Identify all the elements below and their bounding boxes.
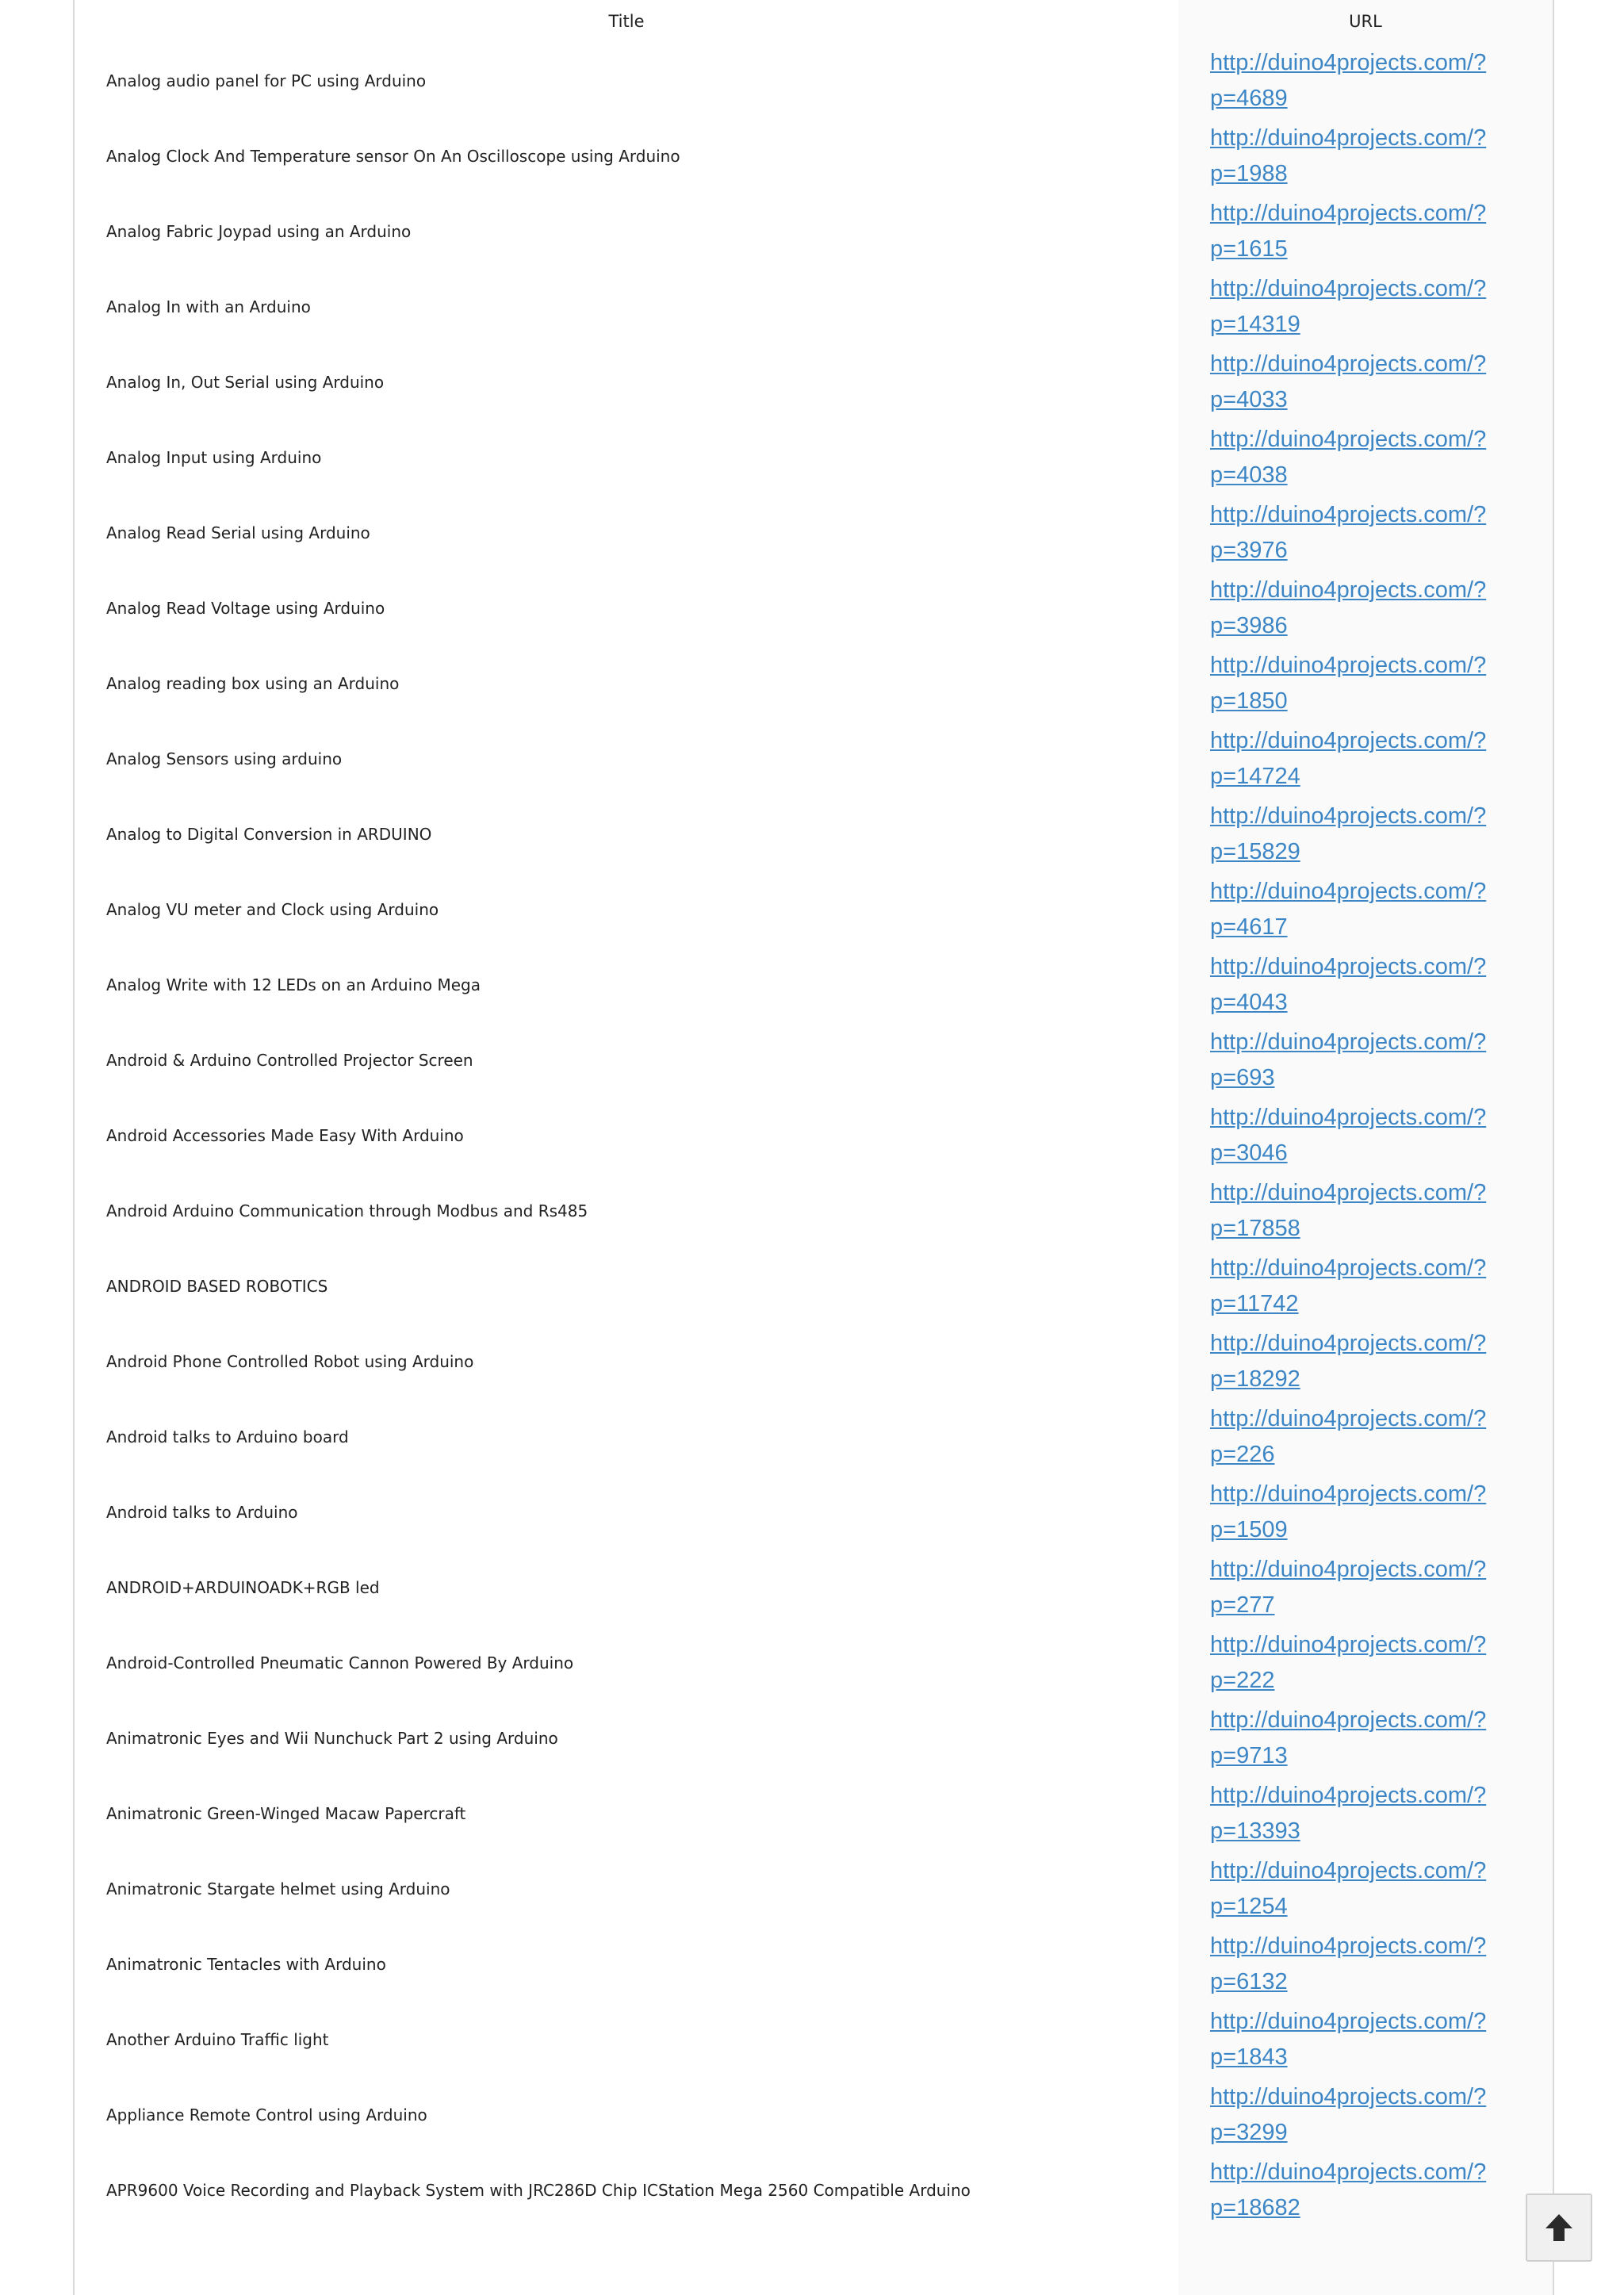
project-url-cell (1178, 344, 1553, 420)
project-url-link[interactable]: http://duino4projects.com/?p=17858 (1210, 1179, 1487, 1241)
project-url-link[interactable]: http://duino4projects.com/?p=3976 (1210, 501, 1487, 563)
project-url-cell (1178, 570, 1553, 646)
project-url-cell (1178, 1248, 1553, 1324)
project-url-link[interactable]: http://duino4projects.com/?p=1988 (1210, 125, 1487, 186)
project-title: ANDROID BASED ROBOTICS (106, 1276, 328, 1296)
project-title: Animatronic Green-Winged Macaw Papercraft (106, 1803, 466, 1823)
table-row (75, 1851, 1553, 1926)
table-row (75, 721, 1553, 796)
project-url-link[interactable]: http://duino4projects.com/?p=4038 (1210, 426, 1487, 488)
project-url-link[interactable]: http://duino4projects.com/?p=15829 (1210, 803, 1487, 864)
project-url-cell (1178, 2002, 1553, 2077)
project-url-link[interactable]: http://duino4projects.com/?p=3299 (1210, 2083, 1487, 2145)
project-title: Analog Write with 12 LEDs on an Arduino Mega (106, 975, 481, 994)
table-row (75, 947, 1553, 1022)
table-row (75, 193, 1553, 269)
project-url-cell (1178, 420, 1553, 495)
project-url-cell (1178, 193, 1553, 269)
project-url-cell (1178, 796, 1553, 872)
project-url-link[interactable]: http://duino4projects.com/?p=18292 (1210, 1330, 1487, 1392)
project-url-link[interactable]: http://duino4projects.com/?p=6132 (1210, 1933, 1487, 1994)
project-title: Analog Input using Arduino (106, 447, 322, 467)
project-url-cell (1178, 1926, 1553, 2002)
table-row (75, 1776, 1553, 1851)
table-row (75, 269, 1553, 344)
arrow-up-icon (1544, 2213, 1574, 2243)
project-url-link[interactable]: http://duino4projects.com/?p=1850 (1210, 652, 1487, 714)
table-header-row (75, 0, 1553, 43)
table-row (75, 646, 1553, 721)
table-row (75, 796, 1553, 872)
table-row (75, 872, 1553, 947)
project-url-link[interactable]: http://duino4projects.com/?p=222 (1210, 1631, 1487, 1693)
project-title: Analog Fabric Joypad using an Arduino (106, 221, 412, 241)
project-url-cell (1178, 43, 1553, 118)
table-row (75, 344, 1553, 420)
project-url-link[interactable]: http://duino4projects.com/?p=4043 (1210, 953, 1487, 1015)
project-url-link[interactable]: http://duino4projects.com/?p=4617 (1210, 878, 1487, 940)
project-url-link[interactable]: http://duino4projects.com/?p=693 (1210, 1029, 1487, 1090)
project-url-cell (1178, 1399, 1553, 1474)
table-header (75, 0, 1553, 43)
project-title: Android talks to Arduino board (106, 1427, 349, 1446)
project-url-link[interactable]: http://duino4projects.com/?p=277 (1210, 1556, 1487, 1618)
project-title: Analog audio panel for PC using Arduino (106, 71, 427, 90)
project-title: Analog VU meter and Clock using Arduino (106, 899, 439, 919)
table-row (75, 1098, 1553, 1173)
project-url-cell (1178, 1776, 1553, 1851)
project-title: Android Arduino Communication through Modbus and Rs485 (106, 1201, 588, 1220)
project-url-link[interactable]: http://duino4projects.com/?p=13393 (1210, 1782, 1487, 1844)
project-title: Animatronic Stargate helmet using Arduino (106, 1879, 450, 1898)
table-body (75, 43, 1553, 2228)
table-row (75, 1474, 1553, 1550)
project-url-cell (1178, 1098, 1553, 1173)
table-row (75, 1550, 1553, 1625)
project-title: Android Phone Controlled Robot using Arduino (106, 1351, 474, 1371)
table-row (75, 1324, 1553, 1399)
project-url-link[interactable]: http://duino4projects.com/?p=1509 (1210, 1481, 1487, 1542)
project-url-cell (1178, 2152, 1553, 2228)
project-title: Analog to Digital Conversion in ARDUINO (106, 824, 432, 844)
project-url-cell (1178, 1022, 1553, 1098)
project-url-cell (1178, 269, 1553, 344)
table-row (75, 118, 1553, 193)
project-url-link[interactable]: http://duino4projects.com/?p=4689 (1210, 49, 1487, 111)
project-title: ANDROID+ARDUINOADK+RGB led (106, 1577, 380, 1597)
project-url-cell (1178, 495, 1553, 570)
project-title: Android Accessories Made Easy With Arduino (106, 1125, 464, 1145)
table-row (75, 1248, 1553, 1324)
project-url-link[interactable]: http://duino4projects.com/?p=11742 (1210, 1255, 1487, 1316)
url-column-header: URL (1349, 12, 1382, 31)
project-title: Animatronic Tentacles with Arduino (106, 1954, 386, 1974)
table-row (75, 495, 1553, 570)
project-url-cell (1178, 1324, 1553, 1399)
back-to-top-button[interactable] (1526, 2193, 1592, 2262)
project-url-cell (1178, 721, 1553, 796)
title-column-header: Title (608, 12, 645, 31)
table-row (75, 1625, 1553, 1700)
project-url-link[interactable]: http://duino4projects.com/?p=18682 (1210, 2159, 1487, 2220)
project-url-link[interactable]: http://duino4projects.com/?p=226 (1210, 1405, 1487, 1467)
project-url-cell (1178, 1700, 1553, 1776)
project-title: Analog Sensors using arduino (106, 749, 343, 768)
project-url-cell (1178, 1625, 1553, 1700)
project-url-cell (1178, 646, 1553, 721)
project-url-link[interactable]: http://duino4projects.com/?p=4033 (1210, 351, 1487, 412)
project-url-cell (1178, 2077, 1553, 2152)
table-row (75, 1700, 1553, 1776)
project-url-cell (1178, 1173, 1553, 1248)
project-title: Analog Clock And Temperature sensor On An Oscilloscope using Arduino (106, 146, 680, 166)
project-url-link[interactable]: http://duino4projects.com/?p=1254 (1210, 1857, 1487, 1919)
project-title: Analog In with an Arduino (106, 297, 311, 316)
project-title: Animatronic Eyes and Wii Nunchuck Part 2 using Arduino (106, 1728, 558, 1748)
project-title: Another Arduino Traffic light (106, 2029, 329, 2049)
projects-table (75, 0, 1553, 2228)
project-url-link[interactable]: http://duino4projects.com/?p=3046 (1210, 1104, 1487, 1166)
project-title: Android & Arduino Controlled Projector Screen (106, 1050, 473, 1070)
table-row (75, 2152, 1553, 2228)
project-url-link[interactable]: http://duino4projects.com/?p=14319 (1210, 275, 1487, 337)
project-title: Android talks to Arduino (106, 1502, 298, 1522)
project-url-cell (1178, 1851, 1553, 1926)
project-title: Analog In, Out Serial using Arduino (106, 372, 385, 392)
project-url-link[interactable]: http://duino4projects.com/?p=1615 (1210, 200, 1487, 262)
table-row (75, 570, 1553, 646)
project-url-cell (1178, 1474, 1553, 1550)
project-title: Android-Controlled Pneumatic Cannon Powered By Arduino (106, 1653, 574, 1672)
project-title: Appliance Remote Control using Arduino (106, 2105, 427, 2125)
project-url-link[interactable]: http://duino4projects.com/?p=14724 (1210, 727, 1487, 789)
table-row (75, 2002, 1553, 2077)
project-url-cell (1178, 947, 1553, 1022)
project-url-cell (1178, 1550, 1553, 1625)
project-url-link[interactable]: http://duino4projects.com/?p=1843 (1210, 2008, 1487, 2070)
table-row (75, 1399, 1553, 1474)
table-row (75, 1022, 1553, 1098)
project-url-link[interactable]: http://duino4projects.com/?p=3986 (1210, 577, 1487, 638)
table-row (75, 420, 1553, 495)
project-title: Analog Read Serial using Arduino (106, 523, 370, 542)
project-title: Analog reading box using an Arduino (106, 673, 400, 693)
project-url-cell (1178, 118, 1553, 193)
page-content (73, 0, 1554, 2295)
table-row (75, 1173, 1553, 1248)
project-url-link[interactable]: http://duino4projects.com/?p=9713 (1210, 1707, 1487, 1768)
table-row (75, 1926, 1553, 2002)
project-url-cell (1178, 872, 1553, 947)
project-title: APR9600 Voice Recording and Playback System with JRC286D Chip ICStation Mega 2560 Compatible Arduino (106, 2180, 971, 2200)
table-row (75, 2077, 1553, 2152)
project-title: Analog Read Voltage using Arduino (106, 598, 385, 618)
table-row (75, 43, 1553, 118)
